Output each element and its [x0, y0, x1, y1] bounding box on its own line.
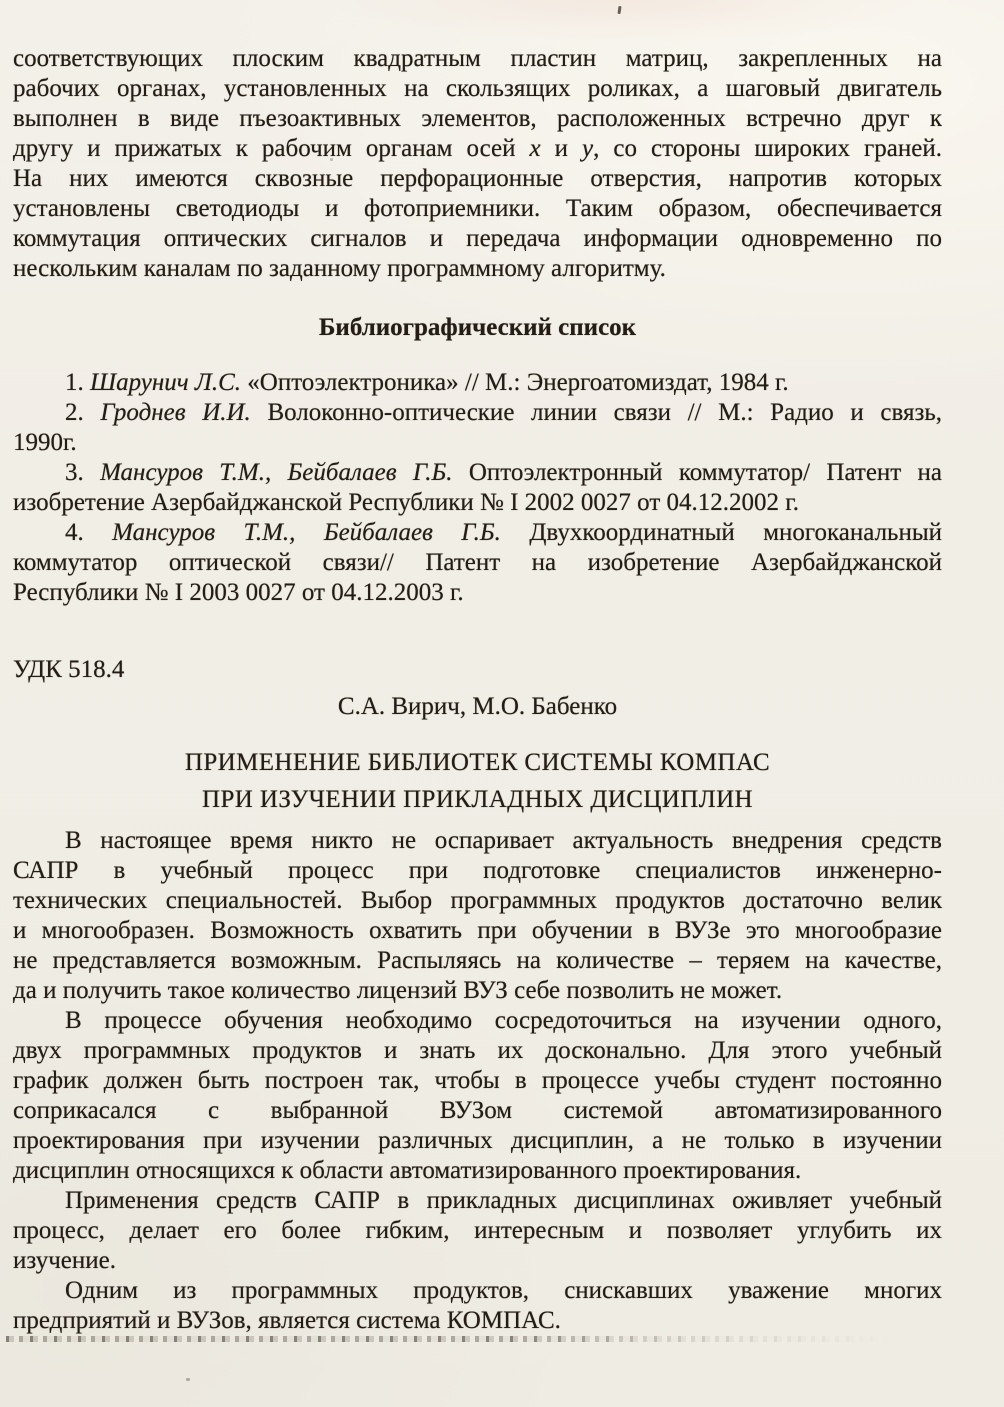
body-paragraph-4	[13, 1276, 942, 1336]
article-title	[13, 744, 942, 818]
text-line: Применения средств САПР в прикладных дисциплинах оживляет учебный	[65, 1187, 942, 1214]
scan-artifact-clipped-next-line	[6, 1336, 896, 1342]
text-line: соответствующих плоским квадратным пластин матриц, закрепленных на	[13, 45, 942, 72]
text-line: да и получить такое количество лицензий ВУЗ себе позволить не может.	[13, 977, 783, 1004]
reference-authors: Гроднев И.И.	[100, 399, 251, 426]
text-line: изучение.	[13, 1247, 117, 1274]
text-line: двух программных продуктов и знать их досконально. Для этого учебный	[13, 1037, 942, 1064]
reference-line: Республики № I 2003 0027 от 04.12.2003 г.	[13, 579, 464, 606]
reference-text: «Оптоэлектроника» // М.: Энергоатомиздат, 1984 г.	[241, 369, 789, 396]
body-paragraph-1	[13, 826, 942, 1006]
text-line: процесс, делает его более гибким, интересным и позволяет углубить их	[13, 1217, 942, 1244]
reference-line	[13, 368, 942, 398]
reference-line: коммутатор оптической связи// Патент на изобретение Азербайджанской	[13, 549, 942, 576]
text-segment: и	[540, 135, 583, 162]
variable-y: у	[582, 135, 594, 162]
body-paragraph-2	[13, 1006, 942, 1186]
text-line: проектирования при изучении различных дисциплин, а не только в изучении	[13, 1127, 942, 1154]
scan-speck	[186, 1378, 190, 1381]
text-line: коммутация оптических сигналов и передача информации одновременно по	[13, 225, 942, 252]
reference-number: 1.	[65, 369, 90, 396]
reference-text: Оптоэлектронный коммутатор/ Патент на	[452, 459, 943, 486]
reference-line	[13, 398, 942, 428]
reference-item-3	[13, 458, 942, 518]
text-line: технических специальностей. Выбор программных продуктов достаточно велик	[13, 887, 942, 914]
body-paragraph-3	[13, 1186, 942, 1276]
reference-authors: Мансуров Т.М., Бейбалаев Г.Б.	[100, 459, 453, 486]
bibliography-heading: Библиографический список	[318, 314, 637, 341]
article-title-line-2: ПРИ ИЗУЧЕНИИ ПРИКЛАДНЫХ ДИСЦИПЛИН	[202, 786, 753, 813]
reference-line	[13, 458, 942, 488]
top-paragraph	[13, 44, 942, 284]
bibliography-list	[13, 368, 942, 608]
text-line: соприкасался с выбранной ВУЗом системой автоматизированного	[13, 1097, 942, 1124]
text-segment: , со стороны широких граней.	[593, 135, 942, 162]
text-line: предприятий и ВУЗов, является система КОМПАС.	[13, 1307, 561, 1334]
reference-authors: Мансуров Т.М., Бейбалаев Г.Б.	[112, 519, 501, 546]
text-line: установлены светодиоды и фотоприемники. Таким образом, обеспечивается	[13, 195, 942, 222]
text-segment: другу и прижатых к рабочим органам осей	[13, 135, 530, 162]
text-line: В процессе обучения необходимо сосредоточиться на изучении одного,	[65, 1007, 942, 1034]
reference-line: 1990г.	[13, 429, 77, 456]
article-title-line-1: ПРИМЕНЕНИЕ БИБЛИОТЕК СИСТЕМЫ КОМПАС	[184, 749, 771, 776]
reference-number: 2.	[65, 399, 101, 426]
reference-text: Двухкоординатный многоканальный	[500, 519, 943, 546]
text-line: Одним из программных продуктов, снискавших уважение многих	[65, 1277, 942, 1304]
udc-code: УДК 518.4	[13, 656, 125, 683]
reference-number: 3.	[65, 459, 101, 486]
text-line: На них имеются сквозные перфорационные отверстия, напротив которых	[13, 165, 942, 192]
variable-x: х	[529, 135, 541, 162]
reference-number: 4.	[65, 519, 113, 546]
article-authors: С.А. Вирич, М.О. Бабенко	[337, 693, 618, 720]
text-line: дисциплин относящихся к области автоматизированного проектирования.	[13, 1157, 802, 1184]
text-line: нескольким каналам по заданному программному алгоритму.	[13, 255, 666, 282]
text-line: не представляется возможным. Распыляясь на количестве – теряем на качестве,	[13, 947, 942, 974]
text-line: В настоящее время никто не оспаривает актуальность внедрения средств	[65, 827, 942, 854]
text-line: и многообразен. Возможность охватить при обучении в ВУЗе это многообразие	[13, 917, 942, 944]
reference-item-2	[13, 398, 942, 458]
reference-line	[13, 518, 942, 548]
reference-line: изобретение Азербайджанской Республики № I 2002 0027 от 04.12.2002 г.	[13, 489, 799, 516]
text-line: САПР в учебный процесс при подготовке специалистов инженерно-	[13, 857, 942, 884]
text-line: график должен быть построен так, чтобы в процессе учебы студент постоянно	[13, 1067, 942, 1094]
reference-authors: Шарунич Л.С.	[90, 369, 242, 396]
text-line: рабочих органах, установленных на скользящих роликах, а шаговый двигатель	[13, 75, 942, 102]
text-line: выполнен в виде пъезоактивных элементов, расположенных встречно друг к	[13, 105, 942, 132]
reference-item-4	[13, 518, 942, 608]
reference-text: Волоконно-оптические линии связи // М.: Радио и связь,	[250, 399, 942, 426]
text-line-with-variables	[13, 134, 942, 164]
scan-speck	[330, 158, 333, 161]
reference-item-1	[13, 368, 942, 398]
